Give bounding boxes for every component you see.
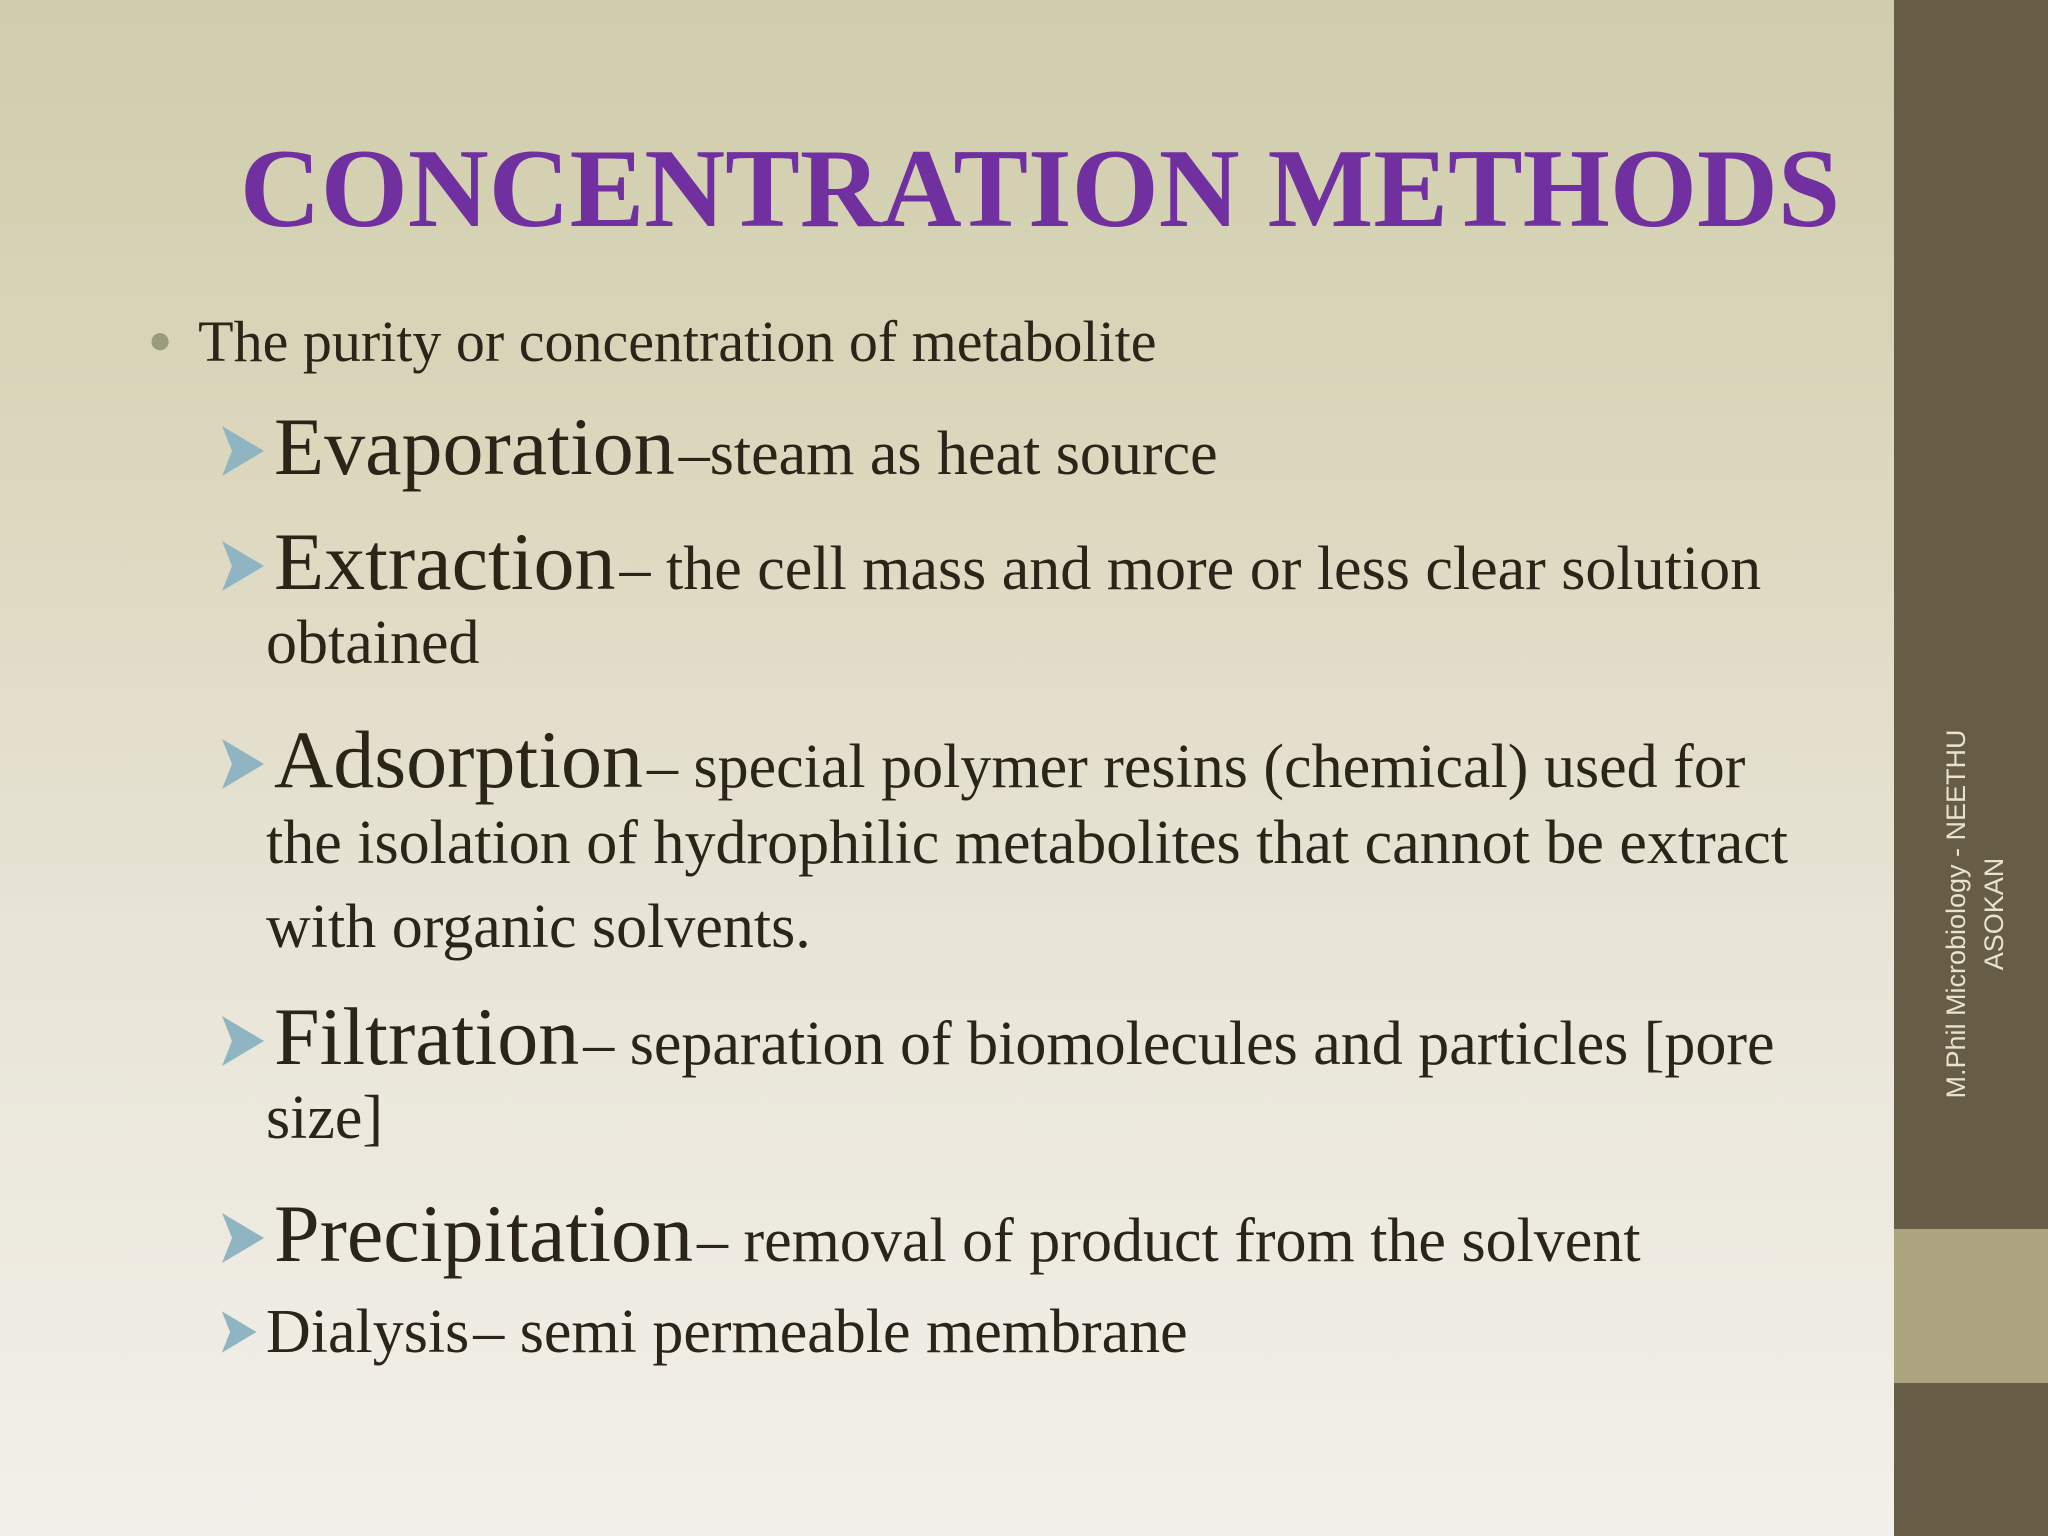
list-item-evaporation bbox=[220, 400, 1900, 494]
arrow-bullet-icon bbox=[220, 1209, 268, 1267]
item-term: Evaporation bbox=[274, 401, 675, 492]
item-desc: – removal of product from the solvent bbox=[697, 1207, 1641, 1275]
item-continuation: the isolation of hydrophilic metabolites that cannot be extract bbox=[266, 809, 1788, 877]
item-desc: – semi permeable membrane bbox=[473, 1298, 1188, 1366]
intro-bullet bbox=[148, 304, 1156, 378]
item-desc: – the cell mass and more or less clear solution bbox=[619, 535, 1762, 603]
item-term: Dialysis bbox=[266, 1298, 470, 1366]
list-item-filtration bbox=[220, 990, 1900, 1160]
item-continuation: with organic solvents. bbox=[266, 893, 811, 961]
arrow-bullet-icon bbox=[220, 735, 268, 793]
item-continuation: size] bbox=[266, 1084, 384, 1152]
slide-title: CONCENTRATION METHODS bbox=[239, 127, 1841, 251]
list-item-adsorption bbox=[220, 713, 1900, 969]
list-item-extraction bbox=[220, 515, 1900, 685]
sidebar-band-bottom bbox=[1894, 1383, 2048, 1536]
arrow-bullet-icon bbox=[220, 1012, 268, 1070]
arrow-bullet-icon bbox=[220, 1308, 260, 1356]
item-continuation: obtained bbox=[266, 609, 480, 677]
item-term: Precipitation bbox=[274, 1188, 694, 1279]
item-desc: – special polymer resins (chemical) used for bbox=[647, 733, 1746, 801]
item-desc: –steam as heat source bbox=[678, 420, 1218, 488]
sidebar-band-middle bbox=[1894, 1229, 2048, 1383]
intro-text: The purity or concentration of metabolite bbox=[198, 309, 1157, 374]
item-term: Filtration bbox=[274, 991, 580, 1082]
item-term: Adsorption bbox=[274, 714, 643, 805]
arrow-bullet-icon bbox=[220, 422, 268, 480]
sidebar-footer-text: M.Phil Microbiology - NEETHU ASOKAN bbox=[1941, 729, 2009, 1099]
item-term: Extraction bbox=[274, 516, 616, 607]
arrow-bullet-icon bbox=[220, 537, 268, 595]
item-desc: – separation of biomolecules and particles [pore bbox=[583, 1010, 1775, 1078]
list-item-dialysis bbox=[220, 1297, 1900, 1368]
bullet-dot-icon: ● bbox=[148, 317, 173, 362]
list-item-precipitation bbox=[220, 1187, 1900, 1281]
